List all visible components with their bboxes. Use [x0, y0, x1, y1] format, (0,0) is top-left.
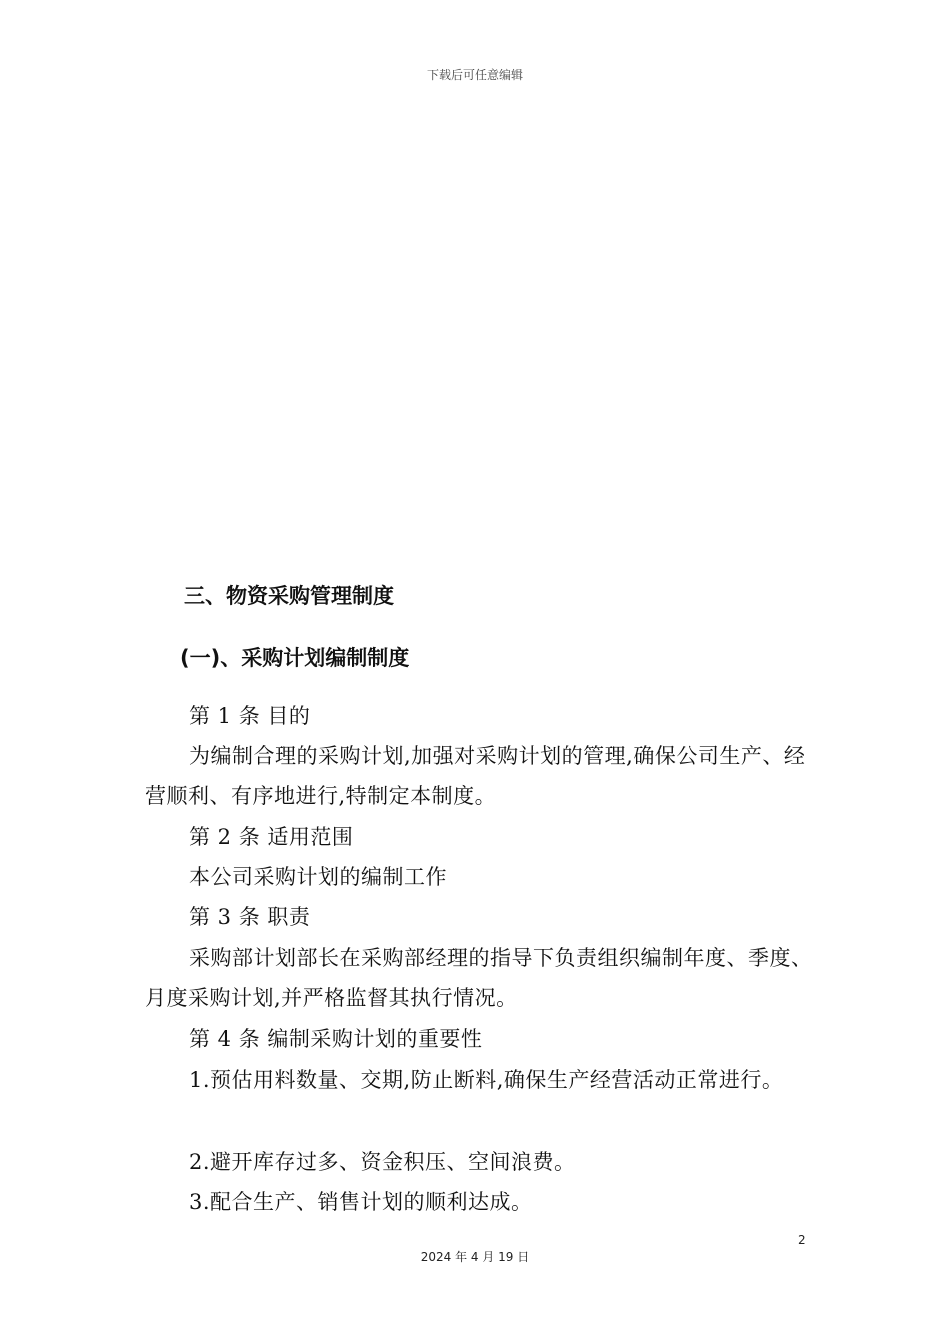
header-note: 下载后可任意编辑 — [426, 68, 523, 82]
page-number: 2 — [798, 1233, 806, 1247]
footer-date: 2024 年 4 月 19 日 — [420, 1250, 530, 1264]
article-1-heading: 第 1 条 目的 — [189, 704, 311, 728]
article-4-heading: 第 4 条 编制采购计划的重要性 — [189, 1027, 483, 1051]
section-title: 三、物资采购管理制度 — [184, 584, 394, 608]
subsection-title: (一)、采购计划编制制度 — [180, 646, 410, 670]
article-4-item-1: 1.预估用料数量、交期,防止断料,确保生产经营活动正常进行。 — [189, 1068, 784, 1092]
article-4-item-2: 2.避开库存过多、资金积压、空间浪费。 — [189, 1150, 576, 1174]
article-2-body: 本公司采购计划的编制工作 — [189, 865, 447, 889]
article-2-heading: 第 2 条 适用范围 — [189, 825, 354, 849]
article-3-heading: 第 3 条 职责 — [189, 905, 311, 929]
article-3-body: 采购部计划部长在采购部经理的指导下负责组织编制年度、季度、月度采购计划,并严格监督其执行情况。 — [145, 946, 813, 1010]
article-4-item-3: 3.配合生产、销售计划的顺利达成。 — [189, 1190, 533, 1214]
article-1-body: 为编制合理的采购计划,加强对采购计划的管理,确保公司生产、经营顺利、有序地进行,特制定本制度。 — [145, 744, 806, 808]
